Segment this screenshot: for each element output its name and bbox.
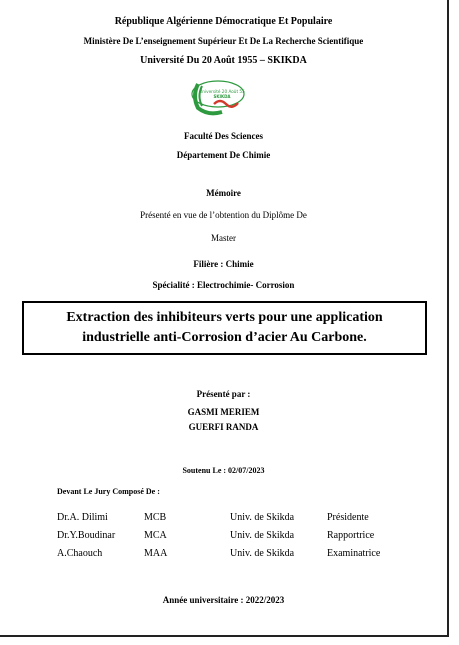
jury-grade: MAA <box>144 548 168 559</box>
jury-heading: Devant Le Jury Composé De : <box>57 487 160 496</box>
diploma-purpose: Présenté en vue de l’obtention du Diplôme De <box>140 210 307 220</box>
thesis-title-line-1: Extraction des inhibiteurs verts pour une application <box>66 310 383 325</box>
university-logo <box>188 76 252 116</box>
jury-name: A.Chaouch <box>57 548 103 559</box>
republic-heading: République Algérienne Démocratique Et Populaire <box>114 16 333 27</box>
jury-name: Dr.A. Dilimi <box>57 512 108 523</box>
jury-row <box>57 548 417 566</box>
thesis-title-box <box>22 301 427 355</box>
jury-name: Dr.Y.Boudinar <box>57 530 116 541</box>
jury-grade: MCB <box>144 512 167 523</box>
jury-role: Présidente <box>327 512 369 523</box>
jury-role: Examinatrice <box>327 548 381 559</box>
logo-text-1: Université 20 Août 55 <box>199 89 245 94</box>
jury-institution: Univ. de Skikda <box>230 530 295 541</box>
defense-date: Soutenu Le : 02/07/2023 <box>182 466 265 475</box>
degree: Master <box>211 233 236 243</box>
jury-role: Rapportrice <box>327 530 375 541</box>
jury-institution: Univ. de Skikda <box>230 548 295 559</box>
jury-grade: MCA <box>144 530 167 541</box>
specialite: Spécialité : Electrochimie- Corrosion <box>152 280 295 290</box>
jury-table <box>57 512 417 566</box>
jury-institution: Univ. de Skikda <box>230 512 295 523</box>
jury-row <box>57 530 417 548</box>
logo-text-2: SKIKDA <box>213 94 231 99</box>
jury-row <box>57 512 417 530</box>
memoire-label: Mémoire <box>206 188 241 198</box>
filiere: Filière : Chimie <box>193 259 254 269</box>
academic-year: Année universitaire : 2022/2023 <box>162 595 285 605</box>
author-2: GUERFI RANDA <box>188 422 259 432</box>
university-heading: Université Du 20 Août 1955 – SKIKDA <box>140 55 307 66</box>
author-1: GASMI MERIEM <box>187 407 260 417</box>
faculty: Faculté Des Sciences <box>184 131 263 141</box>
presented-by-label: Présenté par : <box>196 389 251 399</box>
department: Département De Chimie <box>176 150 271 160</box>
thesis-title-line-2: industrielle anti-Corrosion d’acier Au Carbone. <box>82 330 367 345</box>
ministry-heading: Ministère De L’enseignement Supérieur Et De La Recherche Scientifique <box>83 36 364 46</box>
